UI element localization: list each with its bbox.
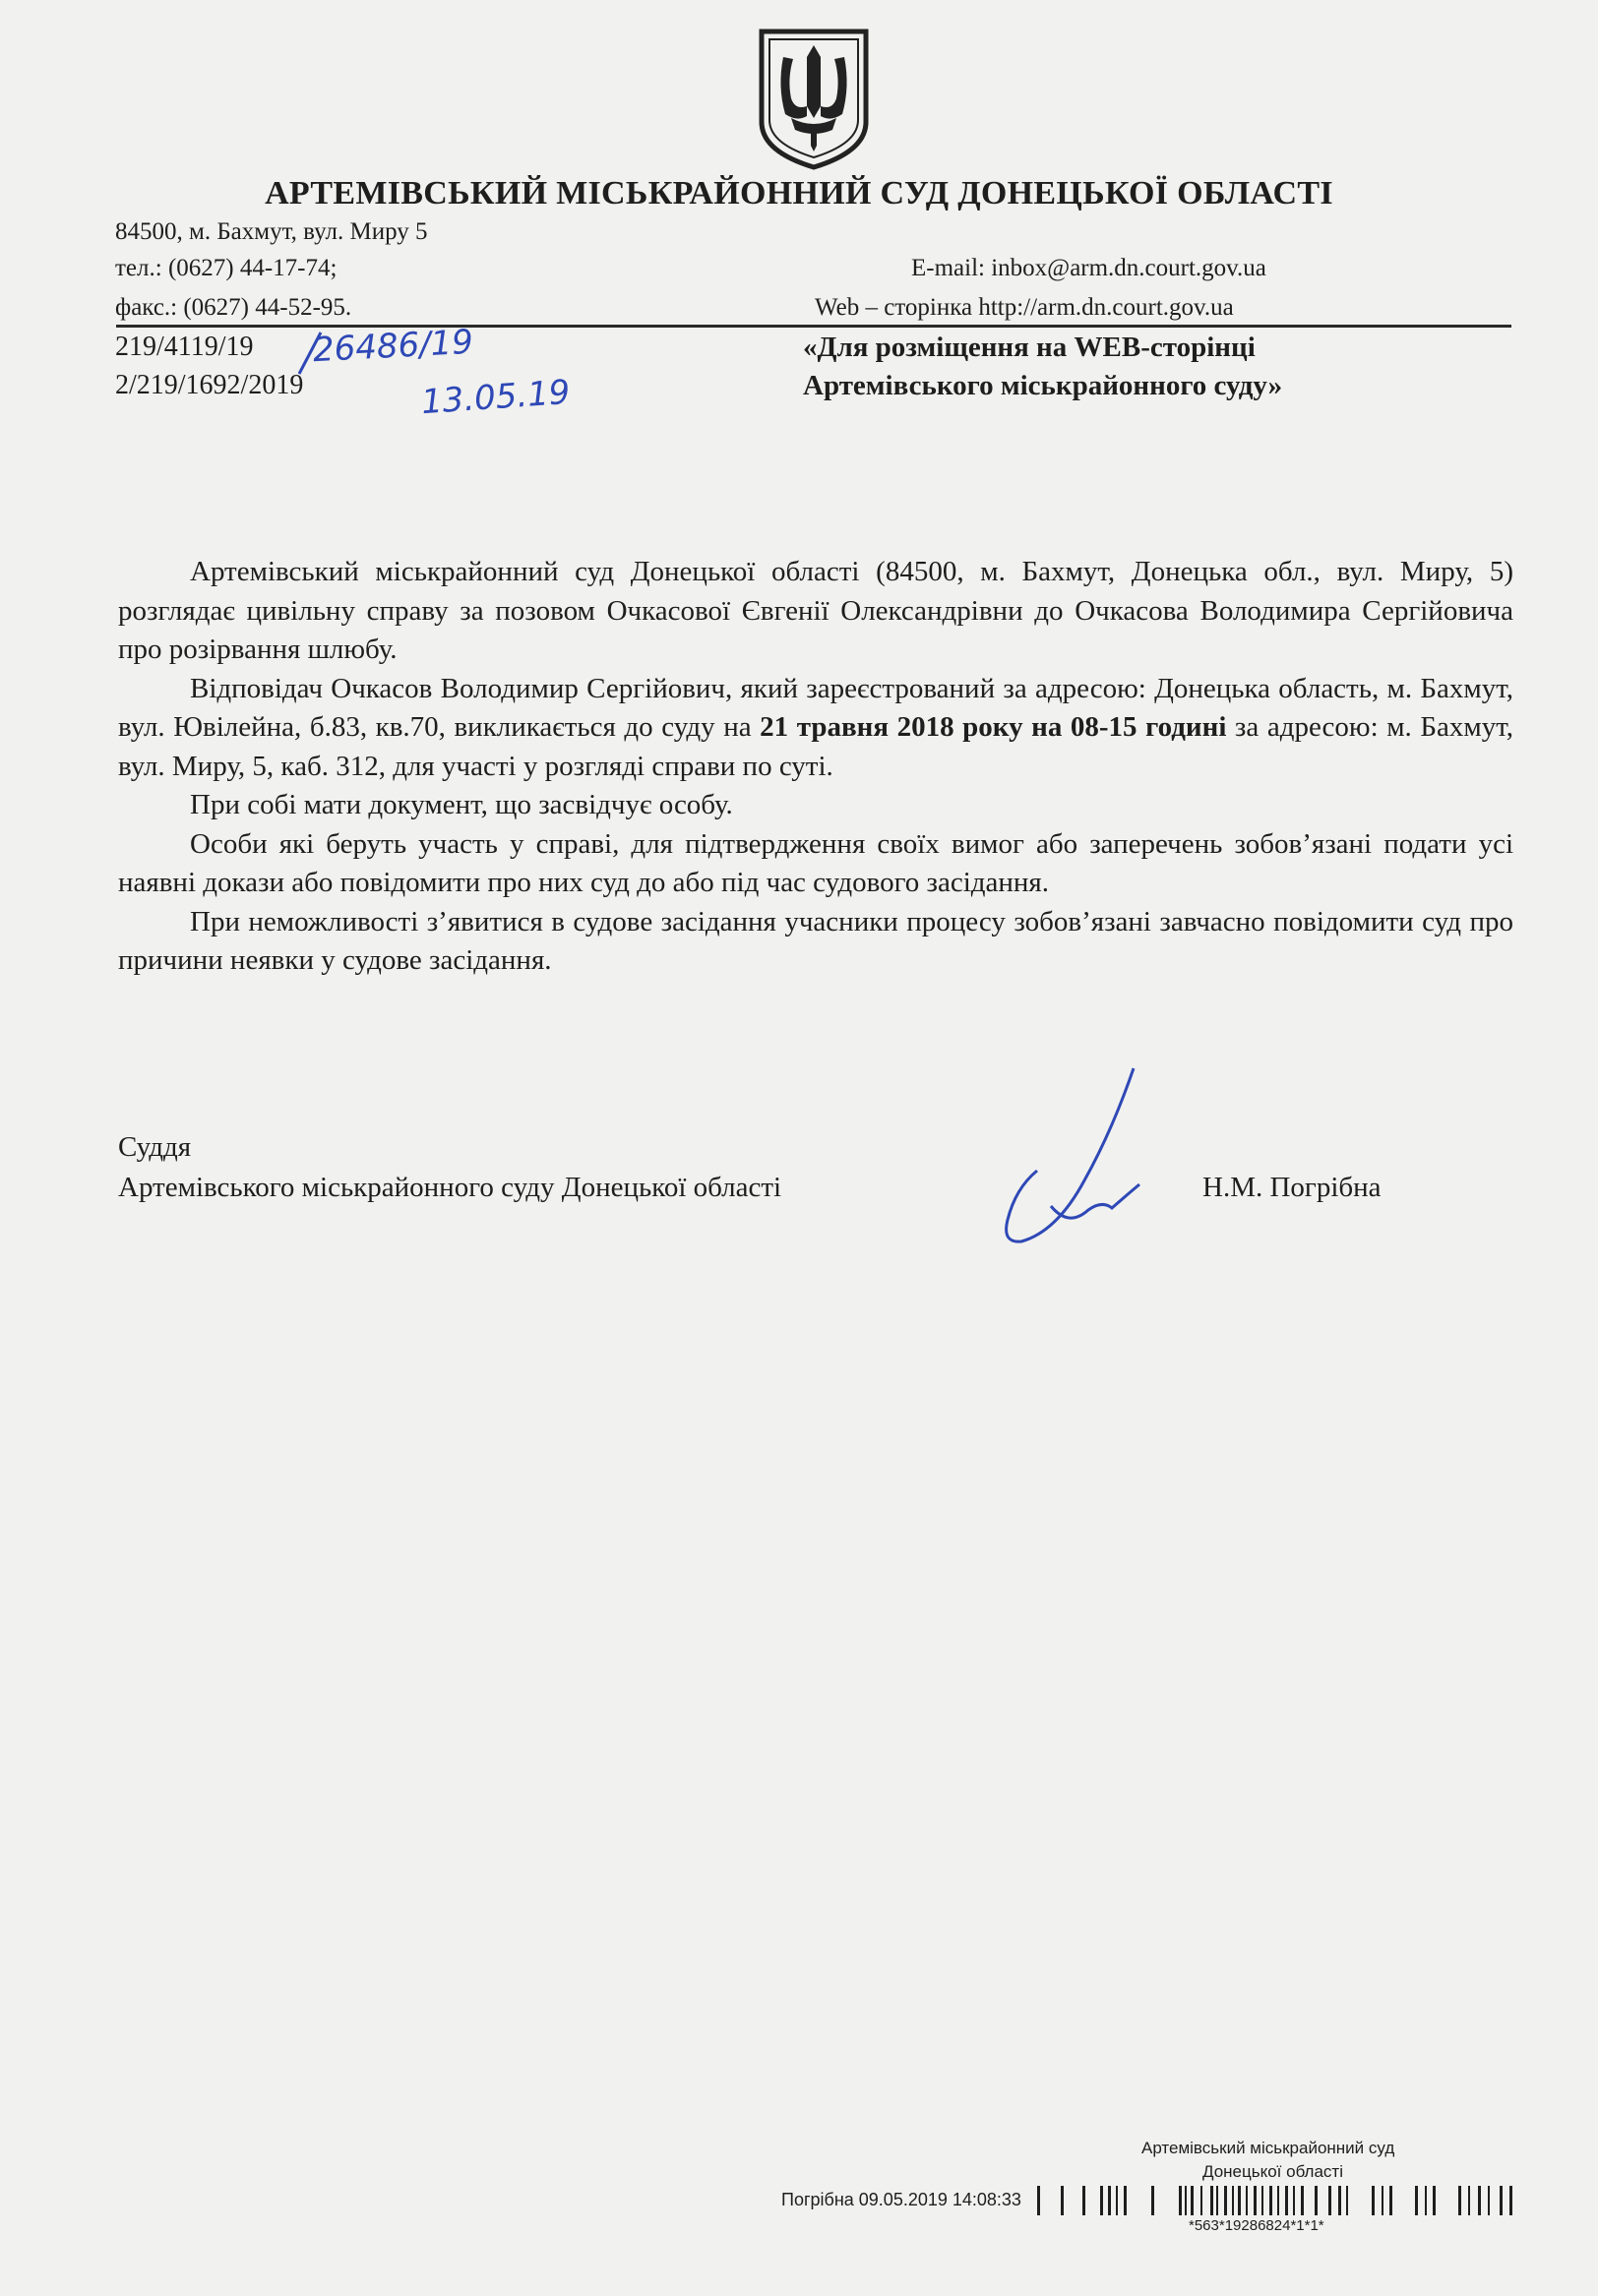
publication-note-line-1: «Для розміщення на WEB-сторінці <box>803 332 1256 363</box>
handwritten-registration-number: 26486/19 <box>312 322 474 371</box>
signature-court: Артемівського міськрайонного суду Донецької області <box>118 1172 782 1203</box>
summons-text-end: за адресою: м. Бахмут, вул. Миру, 5, каб. 312, для участі у розгляді справи по суті. <box>118 711 1513 782</box>
stamp-court-line-2: Донецької області <box>1202 2162 1343 2181</box>
body-paragraph-absence: При неможливості з’явитися в судове засідання учасники процесу зобов’язані завчасно повідомити суд про причини неявки у судове засідання. <box>118 905 1513 976</box>
stamp-court-line-1: Артемівський міськрайонний суд <box>1141 2139 1395 2157</box>
court-phone: тел.: (0627) 44-17-74; <box>115 255 338 281</box>
signature-judge-name: Н.М. Погрібна <box>1202 1172 1382 1203</box>
stamp-registration: Погрібна 09.05.2019 14:08:33 <box>781 2190 1021 2209</box>
publication-note-line-2: Артемівського міськрайонного суду» <box>803 370 1283 401</box>
signature-role: Суддя <box>118 1131 192 1163</box>
body-paragraph-summons <box>118 670 1513 787</box>
barcode <box>1035 2184 1517 2219</box>
handwritten-signature <box>994 1062 1151 1259</box>
case-reference-1: 219/4119/19 <box>115 332 254 362</box>
body-paragraph-case: Артемівський міськрайонний суд Донецької області (84500, м. Бахмут, Донецька обл., вул. Миру, 5) розглядає цивільну справу за позовом Очкасової Євгенії Олександрівни до Очкасова Володимира Сергійовича про розірвання шлюбу. <box>118 556 1513 665</box>
body-paragraph-evidence: Особи які беруть участь у справі, для підтвердження своїх вимог або заперечень зобов’язані подати усі наявні докази або повідомити про них суд до або під час судового засідання. <box>118 827 1513 898</box>
barcode-text: *563*19286824*1*1* <box>1189 2217 1324 2234</box>
header-divider <box>116 325 1511 328</box>
body-paragraph-id: При собі мати документ, що засвідчує особу. <box>190 789 733 820</box>
summons-date-time: 21 травня 2018 року на 08-15 годині <box>760 711 1227 743</box>
handwritten-registration-date: 13.05.19 <box>419 372 572 423</box>
court-address: 84500, м. Бахмут, вул. Миру 5 <box>115 218 428 245</box>
court-fax: факс.: (0627) 44-52-95. <box>115 294 352 321</box>
court-name-heading: АРТЕМІВСЬКИЙ МІСЬКРАЙОННИЙ СУД ДОНЕЦЬКОЇ ОБЛАСТІ <box>265 175 1333 211</box>
court-website: Web – сторінка http://arm.dn.court.gov.ua <box>815 294 1234 321</box>
coat-of-arms-emblem <box>756 28 872 171</box>
case-reference-2: 2/219/1692/2019 <box>115 370 304 400</box>
summons-text-start: Відповідач Очкасов Володимир Сергійович, який зареєстрований за адресою: Донецька область, м. Бахмут, вул. Ювілейна, б.83, кв.70, викликається до суду на <box>118 672 1513 743</box>
notice-body <box>118 553 1513 981</box>
court-email: E-mail: inbox@arm.dn.court.gov.ua <box>911 255 1266 281</box>
